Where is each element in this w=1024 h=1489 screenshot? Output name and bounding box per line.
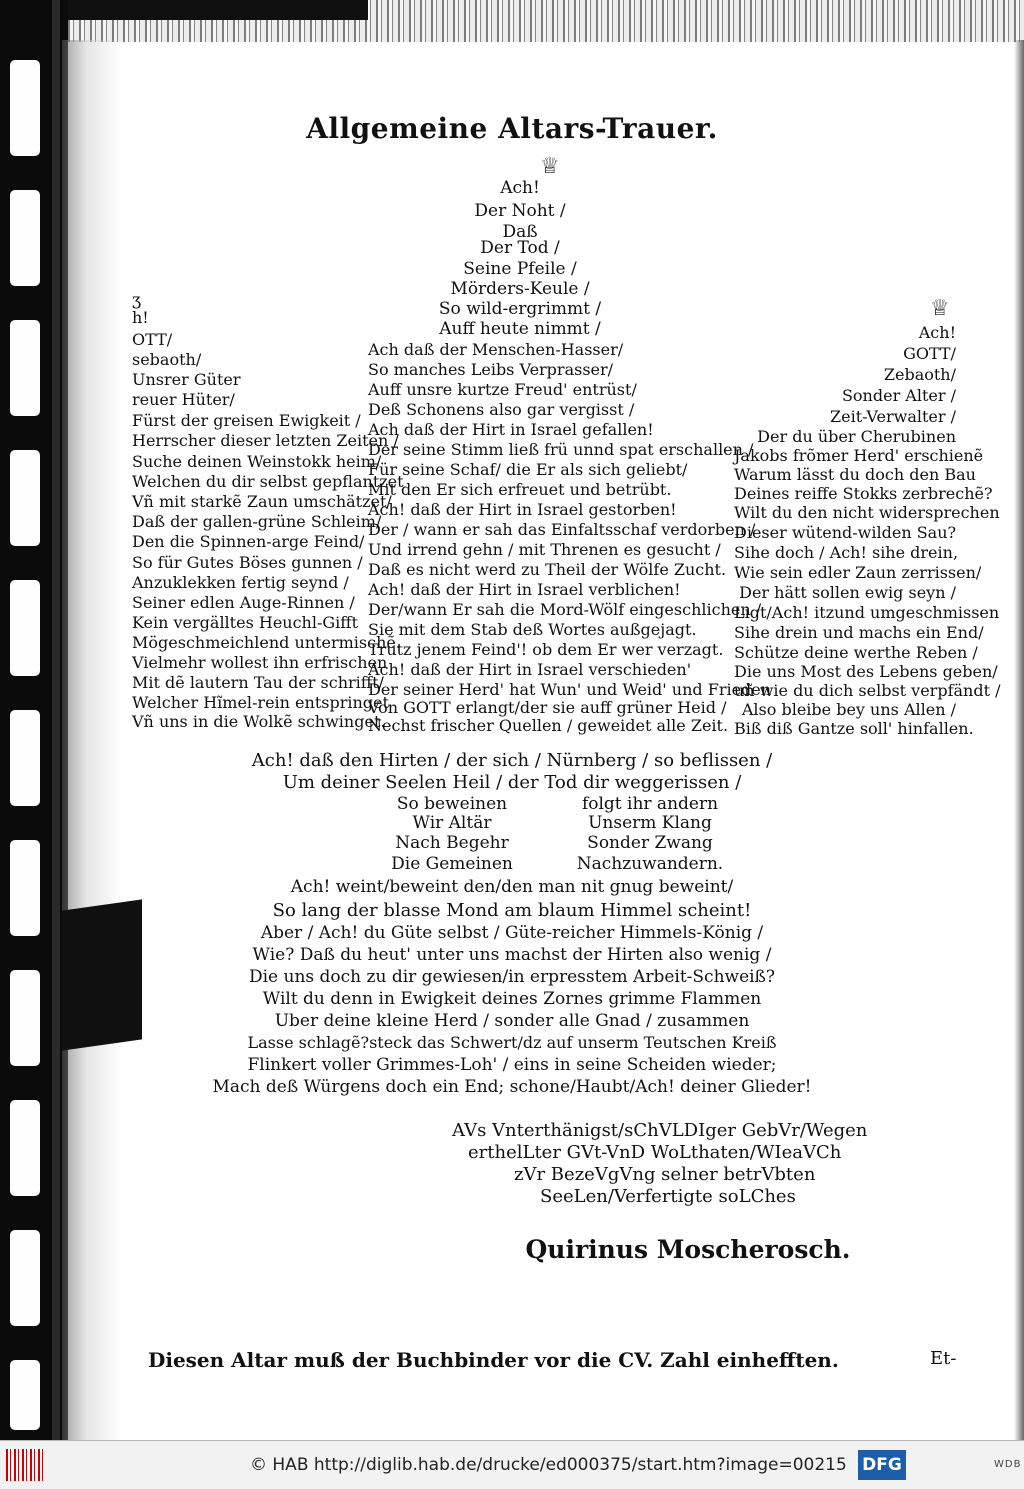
right-column-line: Sonder Alter / xyxy=(841,386,956,405)
center-column-line: Und irrend gehn / mit Threnen es gesucht / xyxy=(368,540,721,559)
right-column-line: Sihe doch / Ach! sihe drein, xyxy=(734,543,959,562)
center-column-line: Ach! daß der Hirt in Israel verschieden' xyxy=(368,660,692,679)
right-column-line: Jakobs frõmer Herd' erschienẽ xyxy=(734,446,984,465)
paired-line-right: folgt ihr andern xyxy=(581,794,719,814)
left-column-line: Den die Spinnen-arge Feind/ xyxy=(132,532,365,551)
left-column-line: Mit dẽ lautern Tau der schrifft/ xyxy=(132,673,384,692)
poem-line: Um deiner Seelen Heil / der Tod dir weggerissen / xyxy=(282,772,742,793)
left-column-line: h! xyxy=(132,308,149,327)
right-column-line: Ach! xyxy=(918,323,956,342)
pyramid-line: Daß xyxy=(502,222,538,242)
right-column-line: Biß diß Gantze soll' hinfallen. xyxy=(734,719,974,738)
dedication-line: erthelLter GVt-VnD WoLthaten/WIeaVCh xyxy=(468,1142,842,1163)
left-column-line: Welchen du dir selbst gepflantzet xyxy=(132,472,404,491)
spine-shadow xyxy=(62,40,122,1440)
left-column-line: Unsrer Güter xyxy=(132,370,241,389)
right-column-line: Deines reiffe Stokks zerbrechẽ? xyxy=(734,484,993,503)
right-column-line: Warum lässt du doch den Bau xyxy=(734,465,976,484)
left-column-line: Kein vergälltes Heuchl-Gifft xyxy=(132,613,359,632)
pyramid-line: Der Noht / xyxy=(474,201,566,221)
left-column-line: reuer Hüter/ xyxy=(132,390,235,409)
film-perforation xyxy=(10,580,40,676)
center-column-line: Ach! daß der Hirt in Israel verblichen! xyxy=(368,580,681,599)
film-perforation xyxy=(10,1360,40,1430)
center-column-line: Der/wann Er sah die Mord-Wölf eingeschlichen / xyxy=(368,600,762,619)
poem-line: Ach! daß den Hirten / der sich / Nürnberg / so beflissen / xyxy=(251,750,773,771)
right-column-line: Wie sein edler Zaun zerrissen/ xyxy=(734,563,982,582)
center-column-line: Der / wann er sah das Einfaltsschaf verdorben / xyxy=(368,520,756,539)
dedication-line: AVs Vnterthänigst/sChVLDIger GebVr/Wegen xyxy=(452,1120,868,1141)
left-column-line: Suche deinen Weinstokk heim/ xyxy=(132,452,382,471)
catchword: Et- xyxy=(930,1348,957,1369)
crown-ornament-icon: ♕ xyxy=(930,296,950,321)
bookbinder-note: Diesen Altar muß der Buchbinder vor die CV. Zahl einhefften. xyxy=(148,1348,839,1372)
right-column-line: Der du über Cherubinen xyxy=(757,427,956,446)
right-column-line: uñ wie du dich selbst verpfändt / xyxy=(734,681,1001,700)
poem-line: Wie? Daß du heut' unter uns machst der Hirten also wenig / xyxy=(252,945,772,965)
left-column-line: sebaoth/ xyxy=(132,350,202,369)
crown-ornament-icon: ♕ xyxy=(540,154,560,179)
center-column-line: Ach daß der Menschen-Hasser/ xyxy=(368,340,624,359)
left-column-line: Seiner edlen Auge-Rinnen / xyxy=(132,593,355,612)
center-column-line: Ach! daß der Hirt in Israel gestorben! xyxy=(368,500,677,519)
poem-line: Die uns doch zu dir gewiesen/in erpresstem Arbeit-Schweiß? xyxy=(248,967,776,987)
left-column-line: Herrscher dieser letzten Zeiten / xyxy=(132,431,399,450)
left-column-line: Vñ uns in die Wolkẽ schwinget. xyxy=(132,712,386,731)
paired-line-left: So beweinen xyxy=(396,794,508,814)
film-perforation xyxy=(10,450,40,546)
film-edge xyxy=(52,0,60,1440)
poem-line: Mach deß Würgens doch ein End; schone/Haubt/Ach! deiner Glieder! xyxy=(212,1077,812,1097)
center-column-line: Der seine Stimm ließ frü unnd spat erschallen / xyxy=(368,440,754,459)
left-column-line: Welcher Hĩmel-rein entspringet xyxy=(132,693,389,712)
author-signature: Quirinus Moscherosch. xyxy=(525,1235,851,1264)
right-column-line: Der hätt sollen ewig seyn / xyxy=(739,583,956,602)
poem-line: Ach! weint/beweint den/den man nit gnug beweint/ xyxy=(290,877,734,897)
pyramid-line: Ach! xyxy=(500,178,540,198)
paired-line-right: Unserm Klang xyxy=(588,813,712,833)
poem-line: Wilt du denn in Ewigkeit deines Zornes grimme Flammen xyxy=(262,989,762,1009)
center-column-line: Der seiner Herd' hat Wun' und Weid' und Frieden xyxy=(368,680,772,699)
pyramid-line: Auff heute nimmt / xyxy=(439,319,601,339)
film-strip xyxy=(0,0,68,1440)
pyramid-line: So wild-ergrimmt / xyxy=(438,299,602,319)
film-perforation xyxy=(10,1100,40,1196)
right-column-line: Dieser wütend-wilden Sau? xyxy=(734,523,957,542)
poem-line: Aber / Ach! du Güte selbst / Güte-reicher Himmels-König / xyxy=(260,923,764,943)
paired-line-left: Die Gemeinen xyxy=(391,854,513,874)
center-column-line: Von GOTT erlangt/der sie auff grüner Heid / xyxy=(368,698,727,717)
center-column-line: Nechst frischer Quellen / geweidet alle Zeit. xyxy=(368,716,729,735)
right-column-line: Zeit-Verwalter / xyxy=(830,407,956,426)
left-column-line: Vielmehr wollest ihn erfrischen xyxy=(132,653,388,672)
paired-line-right: Sonder Zwang xyxy=(587,833,713,853)
left-column-line: So für Gutes Böses gunnen / xyxy=(132,553,363,572)
page-heading: Allgemeine Altars-Trauer. xyxy=(306,112,718,145)
center-column-line: So manches Leibs Verprasser/ xyxy=(368,360,614,379)
left-column-line: Mögeschmeichlend untermischẽ. xyxy=(132,633,401,652)
center-column-line: Auff unsre kurtze Freud' entrüst/ xyxy=(368,380,637,399)
right-column-line: GOTT/ xyxy=(903,344,956,363)
poem-line: Uber deine kleine Herd / sonder alle Gnad / zusammen xyxy=(274,1011,750,1031)
paired-line-left: Nach Begehr xyxy=(395,833,509,853)
dfg-logo: DFG xyxy=(858,1450,906,1480)
right-column-line: Also bleibe bey uns Allen / xyxy=(741,700,956,719)
center-column-line: Daß es nicht werd zu Theil der Wölfe Zucht. xyxy=(368,560,727,579)
poem-line: Flinkert voller Grimmes-Loh' / eins in seine Scheiden wieder; xyxy=(247,1055,777,1075)
right-column-line: Die uns Most des Lebens geben/ xyxy=(734,662,998,681)
right-edge-shadow xyxy=(1014,40,1024,1440)
left-column-line: Anzuklekken fertig seynd / xyxy=(132,573,349,592)
center-column-line: Mit den Er sich erfreuet und betrübt. xyxy=(368,480,672,499)
poem-line: So lang der blasse Mond am blaum Himmel scheint! xyxy=(272,900,752,921)
footer-bar xyxy=(0,1440,1024,1489)
center-column-line: Ach daß der Hirt in Israel gefallen! xyxy=(368,420,654,439)
center-column-line: Für seine Schaf/ die Er als sich geliebt/ xyxy=(368,460,688,479)
barcode-icon xyxy=(6,1449,44,1481)
poem-line: Lasse schlagẽ?steck das Schwert/dz auf unserm Teutschen Kreiß xyxy=(247,1033,777,1052)
left-column-line: OTT/ xyxy=(132,330,173,349)
center-column-line: Sie mit dem Stab deß Wortes außgejagt. xyxy=(368,620,697,639)
paired-line-left: Wir Altär xyxy=(412,813,492,833)
right-column-line: Zebaoth/ xyxy=(883,365,956,384)
right-column-line: Schütze deine werthe Reben / xyxy=(734,643,978,662)
paired-line-right: Nachzuwandern. xyxy=(576,854,724,874)
pyramid-line: Mörders-Keule / xyxy=(450,279,590,299)
wdb-label: WDB xyxy=(994,1459,1022,1470)
pyramid-line: Seine Pfeile / xyxy=(463,259,577,279)
film-perforation xyxy=(10,190,40,286)
left-column-line: Fürst der greisen Ewigkeit / xyxy=(132,411,361,430)
center-column-line: Trutz jenem Feind'! ob dem Er wer verzagt. xyxy=(368,640,724,659)
right-column-line: Ligt/Ach! itzund umgeschmissen xyxy=(734,603,1000,622)
left-column-line: Daß der gallen-grüne Schleim/ xyxy=(132,512,382,531)
center-column-line: Deß Schonens also gar vergisst / xyxy=(368,400,635,419)
scan-top-dark-strip xyxy=(68,0,368,20)
dedication-line: zVr BezeVgVng selner betrVbten xyxy=(514,1164,816,1185)
right-column-line: Sihe drein und machs ein End/ xyxy=(734,623,984,642)
left-column-line: ʒ xyxy=(132,290,142,309)
copyright-link[interactable]: © HAB http://diglib.hab.de/drucke/ed000375/start.htm?image=00215 xyxy=(250,1455,847,1475)
left-column-line: Vñ mit starkẽ Zaun umschätzet/ xyxy=(132,492,392,511)
dedication-line: SeeLen/Verfertigte soLChes xyxy=(540,1186,796,1207)
film-perforation xyxy=(10,320,40,416)
pyramid-line: Der Tod / xyxy=(480,238,560,258)
right-column-line: Wilt du den nicht widersprechen xyxy=(734,503,1000,522)
